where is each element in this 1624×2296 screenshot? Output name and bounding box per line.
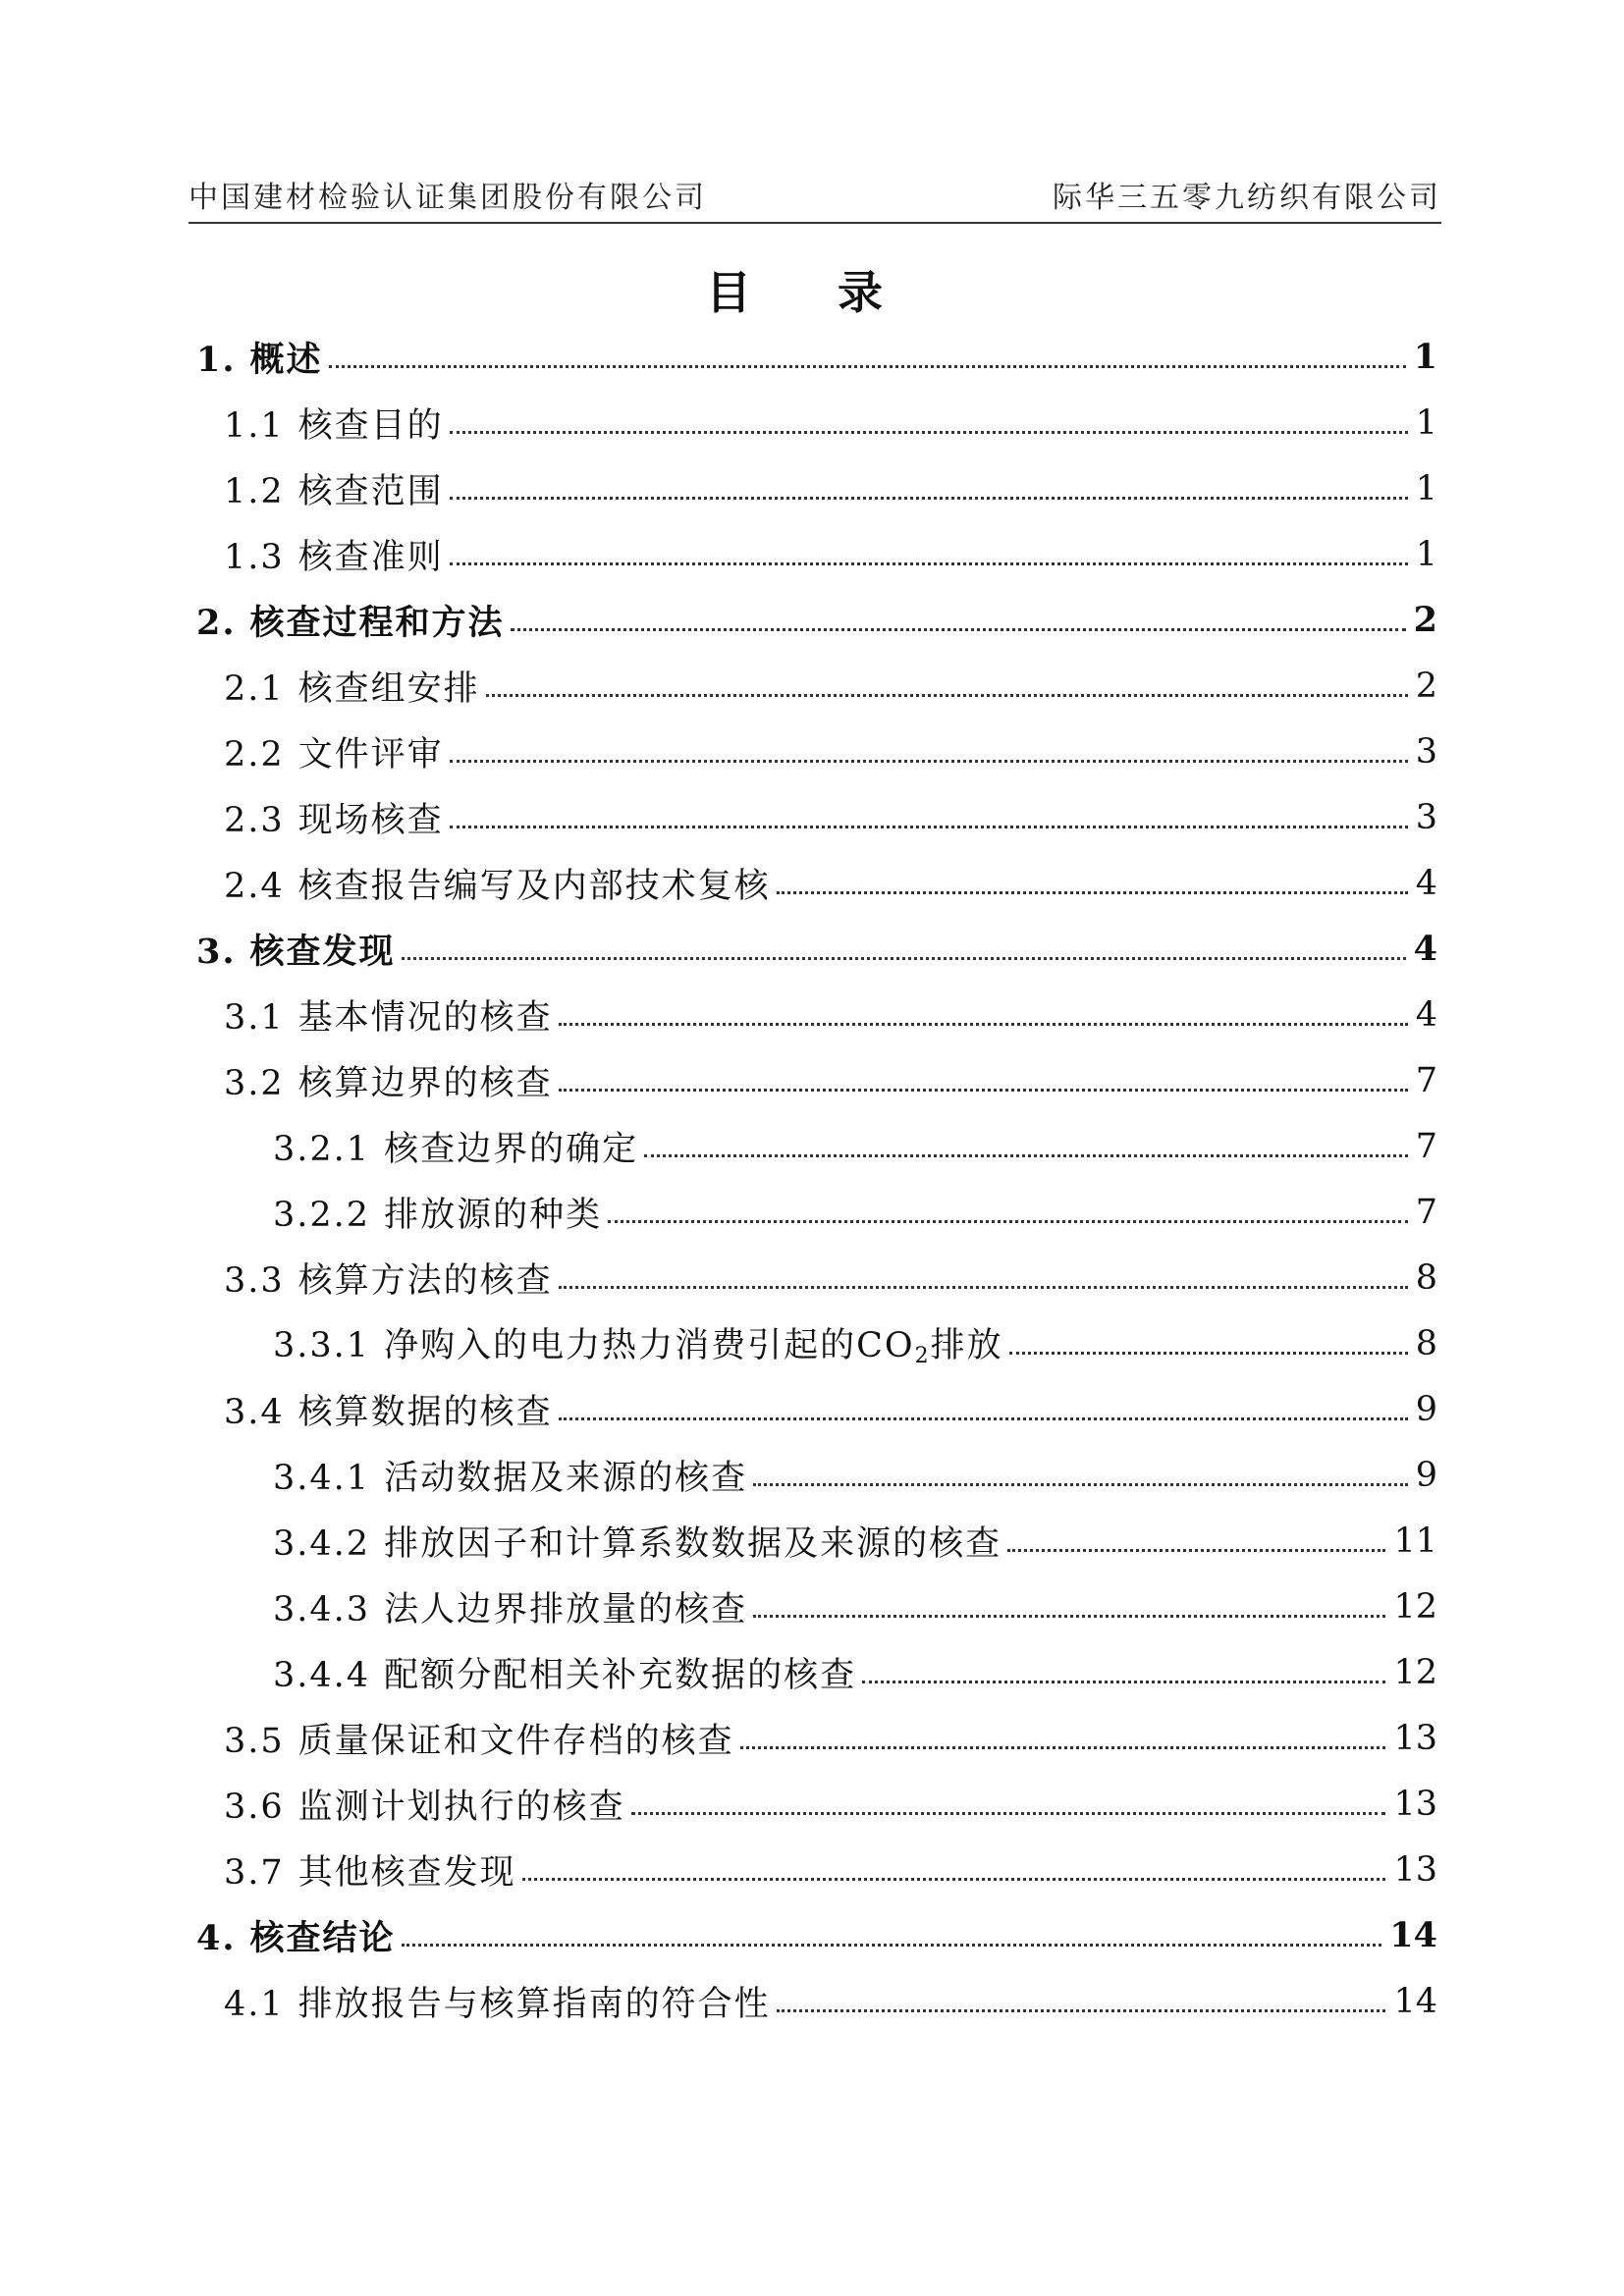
toc-entry[interactable]: [196, 850, 1437, 916]
toc-entry[interactable]: [196, 1179, 1437, 1245]
toc-entry-title: 质量保证和文件存档的核查: [298, 1721, 734, 1761]
toc-dot-leader: [559, 1023, 1408, 1026]
toc-entry-page-number: 12: [1393, 1652, 1437, 1692]
toc-dot-leader: [1009, 1352, 1408, 1355]
toc-entry-label: [224, 990, 553, 1040]
toc-entry-title: 基本情况的核查: [298, 997, 553, 1038]
toc-entry-title-tail: 排放: [930, 1326, 1003, 1365]
toc-entry-title: 核查报告编写及内部技术复核: [298, 866, 771, 906]
toc-entry-label: [224, 464, 444, 513]
toc-entry-title: 配额分配相关补充数据的核查: [384, 1655, 857, 1695]
toc-dot-leader: [631, 1812, 1386, 1815]
toc-entry-number: 3.4: [224, 1392, 285, 1432]
toc-entry-number: 3.4.2: [273, 1523, 371, 1564]
toc-dot-leader: [559, 1417, 1408, 1420]
toc-entry-page-number: 1: [1413, 337, 1437, 377]
toc-entry-number: 3.1: [224, 997, 285, 1038]
toc-entry-title: 排放源的种类: [384, 1195, 603, 1235]
toc-entry-number: 3.2.1: [273, 1129, 371, 1169]
toc-dot-leader: [522, 1878, 1386, 1881]
toc-entry-number: 3.2: [224, 1063, 285, 1103]
toc-entry-page-number: 7: [1415, 1060, 1437, 1100]
toc-entry-number: 3.4.3: [273, 1589, 371, 1629]
toc-entry-page-number: 11: [1393, 1521, 1437, 1561]
table-of-contents: [196, 324, 1437, 2034]
toc-entry[interactable]: [196, 455, 1437, 521]
toc-entry-number: 4.1: [224, 1984, 285, 2024]
toc-entry[interactable]: [196, 1639, 1437, 1705]
toc-entry-label: [273, 1188, 602, 1237]
toc-entry-title: 核查边界的确定: [384, 1129, 639, 1169]
toc-entry-page-number: 4: [1413, 929, 1437, 969]
toc-entry-number: 3.3.1: [273, 1326, 371, 1365]
toc-dot-leader: [608, 1220, 1408, 1223]
toc-entry-label: [196, 1911, 396, 1960]
toc-entry-label: [224, 793, 444, 842]
toc-dot-leader: [862, 1681, 1385, 1683]
toc-entry-title: 排放因子和计算系数数据及来源的核查: [384, 1523, 1002, 1564]
toc-entry-number: 2.4: [224, 866, 285, 906]
toc-entry-label: [224, 399, 444, 448]
toc-entry-page-number: 1: [1415, 468, 1437, 508]
toc-entry-page-number: 12: [1393, 1586, 1437, 1627]
toc-entry[interactable]: [196, 1574, 1437, 1639]
toc-entry-title: 核查发现: [249, 931, 396, 972]
toc-entry-label: [224, 1254, 553, 1303]
toc-entry-number: 1.3: [224, 537, 285, 577]
toc-entry-title: 文件评审: [298, 734, 444, 774]
toc-entry[interactable]: [196, 390, 1437, 455]
toc-entry-label: [224, 662, 480, 711]
toc-entry-page-number: 13: [1393, 1784, 1437, 1824]
toc-dot-leader: [777, 891, 1408, 894]
toc-entry-title: 核算边界的核查: [298, 1063, 553, 1103]
toc-entry[interactable]: [196, 587, 1437, 653]
toc-entry-number: 3.3: [224, 1260, 285, 1301]
toc-entry-label: [224, 1780, 625, 1829]
toc-entry-number: 3.7: [224, 1852, 285, 1893]
toc-entry-number: 2.3: [224, 800, 285, 840]
toc-entry-page-number: 14: [1389, 1915, 1437, 1955]
toc-entry-chemical: CO: [856, 1326, 915, 1365]
toc-entry-title: 其他核查发现: [298, 1852, 516, 1893]
toc-dot-leader: [559, 1089, 1408, 1092]
toc-entry-title: 核查准则: [298, 537, 444, 577]
toc-dot-leader: [777, 2009, 1386, 2012]
toc-entry-number: 3.2.2: [273, 1195, 371, 1235]
toc-entry-label: [273, 1122, 638, 1171]
toc-entry-label: [196, 925, 396, 974]
toc-entry[interactable]: [196, 1113, 1437, 1179]
toc-entry-title: 核算方法的核查: [298, 1260, 553, 1301]
toc-dot-leader: [402, 1944, 1382, 1947]
toc-entry[interactable]: [196, 324, 1437, 390]
toc-entry-label: [224, 1714, 734, 1763]
toc-entry[interactable]: [196, 1508, 1437, 1574]
toc-dot-leader: [450, 826, 1408, 828]
toc-entry-title: 核查目的: [298, 405, 444, 446]
toc-entry-page-number: 2: [1413, 600, 1437, 640]
toc-dot-leader: [329, 365, 1406, 368]
toc-entry-page-number: 13: [1393, 1849, 1437, 1890]
toc-entry-page-number: 7: [1415, 1192, 1437, 1232]
toc-dot-leader: [486, 694, 1408, 697]
toc-entry-page-number: 3: [1415, 797, 1437, 837]
toc-entry-page-number: 8: [1415, 1257, 1437, 1298]
toc-entry-title: 核查结论: [249, 1917, 396, 1958]
toc-dot-leader: [753, 1483, 1408, 1486]
toc-entry[interactable]: [196, 1442, 1437, 1508]
toc-entry-label: [196, 333, 323, 382]
toc-entry-page-number: 7: [1415, 1126, 1437, 1166]
toc-entry[interactable]: [196, 916, 1437, 982]
toc-entry-page-number: 3: [1415, 731, 1437, 772]
toc-dot-leader: [511, 628, 1406, 631]
toc-entry-number: 1.1: [224, 405, 285, 446]
toc-entry-number: 3.4.1: [273, 1458, 371, 1498]
toc-entry[interactable]: [196, 719, 1437, 784]
toc-entry[interactable]: [196, 1837, 1437, 1902]
toc-entry[interactable]: [196, 653, 1437, 719]
toc-entry-label: [273, 1451, 747, 1500]
toc-entry[interactable]: [196, 1376, 1437, 1442]
header-right-org: 际华三五零九纺织有限公司: [1053, 181, 1441, 215]
toc-entry-page-number: 9: [1415, 1389, 1437, 1429]
toc-entry-label: [224, 1385, 553, 1434]
toc-entry-title: 核查组安排: [298, 668, 480, 709]
toc-entry-title: 法人边界排放量的核查: [384, 1589, 748, 1629]
toc-entry[interactable]: [196, 1771, 1437, 1837]
toc-entry-number: 3.5: [224, 1721, 285, 1761]
toc-entry-label: [273, 1318, 1003, 1368]
toc-entry[interactable]: [196, 1310, 1437, 1376]
toc-entry-page-number: 1: [1415, 402, 1437, 443]
page-header: [189, 173, 1441, 216]
toc-entry-label: [224, 1977, 771, 2026]
header-left-org: 中国建材检验认证集团股份有限公司: [189, 181, 707, 215]
toc-entry-title: 核算数据的核查: [298, 1392, 553, 1432]
toc-entry-number: 3.4.4: [273, 1655, 371, 1695]
toc-entry-page-number: 9: [1415, 1455, 1437, 1495]
toc-entry-number: 1.: [196, 339, 237, 380]
toc-entry[interactable]: [196, 1245, 1437, 1310]
toc-entry-title: 排放报告与核算指南的符合性: [298, 1984, 771, 2024]
toc-entry-label: [224, 1056, 553, 1105]
toc-entry[interactable]: [196, 1968, 1437, 2034]
toc-entry-page-number: 2: [1415, 666, 1437, 706]
toc-entry-page-number: 8: [1415, 1323, 1437, 1363]
toc-entry-label: [196, 596, 505, 645]
page-title: 目 录: [705, 266, 918, 319]
toc-entry-number: 1.2: [224, 471, 285, 511]
toc-dot-leader: [402, 957, 1406, 960]
toc-entry-page-number: 1: [1415, 534, 1437, 574]
toc-entry-number: 4.: [196, 1917, 237, 1958]
toc-entry-label: [224, 859, 771, 908]
toc-entry-subscript: 2: [914, 1344, 931, 1368]
toc-dot-leader: [753, 1615, 1385, 1618]
toc-entry-label: [224, 530, 444, 579]
toc-dot-leader: [450, 760, 1408, 763]
toc-entry-label: [224, 1845, 516, 1895]
toc-entry-title: 监测计划执行的核查: [298, 1787, 625, 1827]
toc-entry-page-number: 4: [1415, 994, 1437, 1035]
header-divider: [189, 222, 1441, 224]
toc-entry-label: [273, 1582, 747, 1631]
toc-dot-leader: [740, 1746, 1386, 1749]
toc-entry-number: 2.1: [224, 668, 285, 709]
toc-entry-title: 概述: [249, 339, 323, 380]
toc-entry-number: 3.6: [224, 1787, 285, 1827]
toc-entry[interactable]: [196, 1705, 1437, 1771]
toc-entry-title: 净购入的电力热力消费引起的: [384, 1326, 857, 1365]
toc-entry-page-number: 4: [1415, 863, 1437, 903]
toc-entry[interactable]: [196, 784, 1437, 850]
toc-entry-label: [273, 1648, 856, 1697]
toc-entry-number: 2.2: [224, 734, 285, 774]
toc-entry-number: 3.: [196, 931, 237, 972]
toc-entry-page-number: 13: [1393, 1718, 1437, 1758]
toc-entry-title: 现场核查: [298, 800, 444, 840]
toc-entry[interactable]: [196, 982, 1437, 1047]
toc-entry[interactable]: [196, 1902, 1437, 1968]
toc-entry-page-number: 14: [1393, 1981, 1437, 2021]
toc-entry[interactable]: [196, 1047, 1437, 1113]
toc-dot-leader: [450, 431, 1408, 434]
toc-entry-title: 核查范围: [298, 471, 444, 511]
toc-entry-label: [273, 1517, 1001, 1566]
toc-entry-title: 活动数据及来源的核查: [384, 1458, 748, 1498]
toc-entry-number: 2.: [196, 602, 237, 643]
toc-entry-title: 核查过程和方法: [249, 602, 505, 643]
toc-dot-leader: [450, 562, 1408, 565]
toc-dot-leader: [450, 497, 1408, 500]
toc-dot-leader: [559, 1286, 1408, 1289]
toc-entry[interactable]: [196, 521, 1437, 587]
toc-dot-leader: [644, 1154, 1408, 1157]
toc-entry-label: [224, 727, 444, 776]
toc-dot-leader: [1007, 1549, 1385, 1552]
